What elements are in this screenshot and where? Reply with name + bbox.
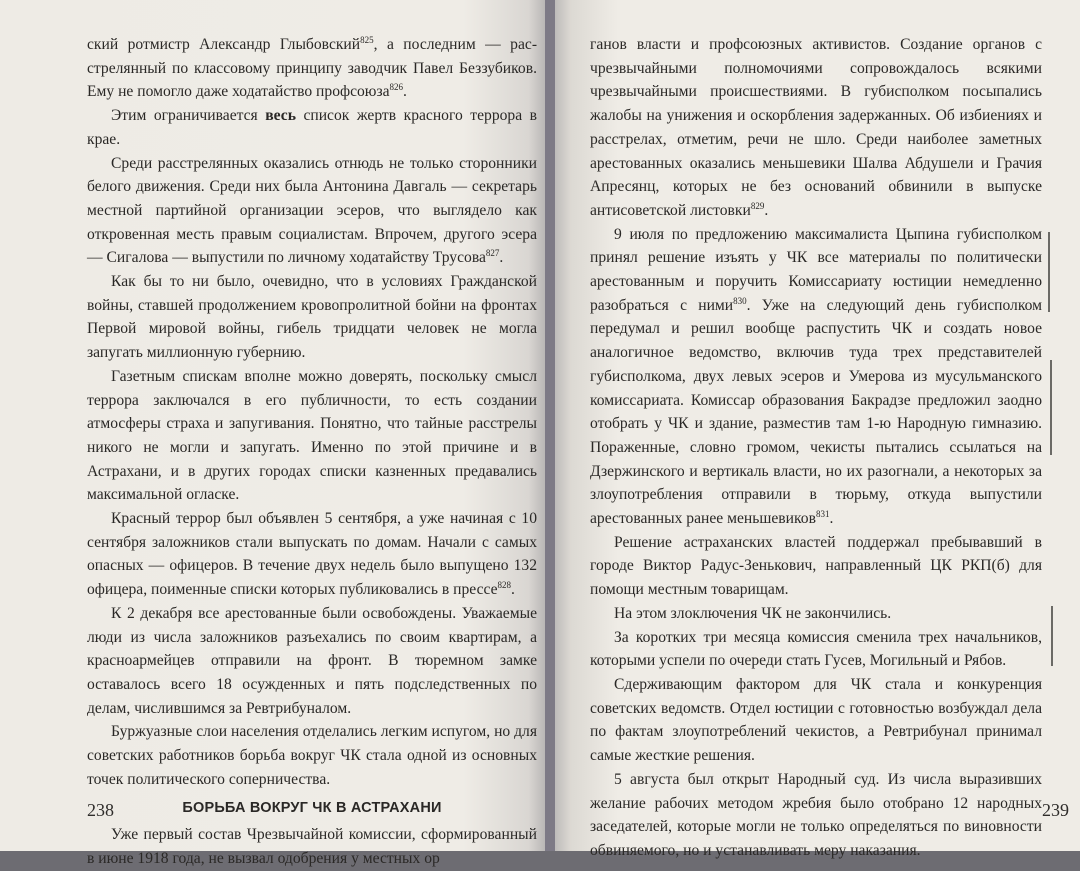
paragraph bbox=[590, 768, 1042, 863]
right-page-number: 239 bbox=[1042, 800, 1069, 820]
text-run: . bbox=[499, 249, 504, 267]
left-page-number: 238 bbox=[87, 800, 114, 820]
footnote-ref: 826 bbox=[389, 82, 404, 93]
paragraph bbox=[590, 673, 1042, 768]
text-run: ский ротмистр Александр Глыбовский bbox=[87, 36, 361, 53]
left-page-text bbox=[87, 33, 537, 871]
paragraph bbox=[590, 223, 1042, 531]
text-run: Решение астраханских властей поддержал пребывавший в городе Виктор Радус-Зенькович, направленный ЦК РКП(б) для помощи местным товарищам. bbox=[590, 533, 1042, 599]
footnote-ref: 831 bbox=[815, 508, 830, 519]
pencil-margin-mark bbox=[1051, 606, 1053, 666]
right-page bbox=[555, 0, 1080, 859]
text-run: 5 августа был открыт Народный суд. Из числа выразивших желание рабочих методом жребия было отобрано 12 народных заседателей, которые могли не только определяться по виновности обвиняемого, но и устанавливать меру наказания. bbox=[590, 770, 1042, 859]
text-run: Этим ограничивается bbox=[111, 107, 266, 125]
paragraph bbox=[87, 602, 537, 721]
paragraph bbox=[87, 33, 537, 104]
text-run: Сдерживающим фактором для ЧК стала и конкуренция советских ведомств. Отдел юстиции с готовностью возбуждал дела по фактам злоупотреблений чекистов, а Ревтрибунал принимал самые жесткие решения. bbox=[590, 675, 1042, 765]
footnote-ref: 829 bbox=[750, 200, 765, 211]
paragraph bbox=[87, 104, 537, 151]
paragraph bbox=[590, 626, 1042, 673]
text-run: Уже первый состав Чрезвычайной комиссии, сформированный в июне 1918 года, не вызвал одобрения у местных ор bbox=[87, 826, 537, 867]
text-run: Среди расстрелянных оказались отнюдь не только сторонники белого движения. Среди них была Антонина Давгаль — секретарь местной партийной организации эсеров, что выглядело как откровенная месть правым социалистам. Впрочем, другого эсера — Сигалова — выпустили по личному ходатайству Трусова bbox=[87, 154, 537, 267]
text-run: На этом злоключения ЧК не закончились. bbox=[614, 604, 892, 622]
text-run: Буржуазные слои населения отделались легким испугом, но для советских работников борьба вокруг ЧК стала одной из основных точек политического соперничества. bbox=[87, 723, 538, 788]
text-run: Как бы то ни было, очевидно, что в условиях Гражданской войны, ставшей продолжением кровопролитной бойни на фронтах Первой мировой войны, гибель тридцати человек не могла запугать миллионную губернию. bbox=[87, 273, 537, 362]
heading-text: БОРЬБА ВОКРУГ ЧК В АСТРАХАНИ bbox=[182, 799, 442, 816]
pencil-margin-mark bbox=[1050, 360, 1052, 455]
paragraph bbox=[87, 365, 537, 507]
text-run: . bbox=[403, 83, 407, 101]
bold-text: весь bbox=[265, 107, 296, 125]
book-gutter bbox=[545, 0, 555, 851]
text-run: Красный террор был объявлен 5 сентября, а уже начиная с 10 сентября заложников стали выпускать по домам. Начали с самых опасных — офицеров. В течение двух недель было выпущено 132 офицера, поименные списки которых публиковались в прессе bbox=[87, 510, 537, 599]
text-run: Газетным спискам вполне можно доверять, поскольку смысл террора заключался в его публичности, то есть создании атмосферы страха и запугивания. Понятно, что тайные расстрелы никого не могли и запугать. Именно по этой причине и в Астрахани, и в других городах списки казненных предавались максимальной огласке. bbox=[87, 367, 537, 504]
paragraph bbox=[87, 720, 537, 791]
text-run: 9 июля по предложению максималиста Цыпина губисполком принял решение изъять у ЧК все материалы по политически арестованным и поручить Комиссариату юстиции немедленно разобраться с ними bbox=[590, 225, 1042, 314]
paragraph bbox=[590, 531, 1042, 602]
paragraph bbox=[87, 152, 537, 271]
footnote-ref: 830 bbox=[733, 295, 747, 306]
section-heading bbox=[87, 797, 537, 821]
paragraph bbox=[87, 270, 537, 365]
paragraph bbox=[590, 602, 1042, 626]
footnote-ref: 825 bbox=[360, 34, 374, 45]
footnote-ref: 828 bbox=[497, 579, 512, 590]
text-run: . bbox=[829, 510, 834, 528]
text-run: . Уже на следующий день губисполком передумал и решил вообще распустить ЧК и создать новое аналогичное ведомство, включив туда трех представителей губисполкома, двух левых эсеров и Умерова из мусульманского комиссариата. Комиссар образования Бакрадзе предложил заодно отобрать у ЧК и здание, разместив там 1-ю Народную гимназию. Пораженные, словно громом, чекисты пытались ссылаться на Дзержинского и вертикаль власти, но их разогнали, а некоторых за злоупотребления отправили в тюрьму, откуда выпустили арестованных ранее меньшевиков bbox=[590, 296, 1042, 528]
paragraph bbox=[87, 823, 537, 870]
paragraph bbox=[590, 33, 1042, 223]
footnote-ref: 827 bbox=[485, 248, 500, 259]
pencil-margin-mark bbox=[1048, 232, 1050, 312]
text-run: . bbox=[764, 201, 769, 219]
text-run: За коротких три месяца комиссия сменила трех начальников, которыми успели по очереди стать Гусев, Могильный и Рябов. bbox=[590, 628, 1042, 670]
text-run: К 2 декабря все арестованные были освобождены. Уважаемые люди из числа заложников разъехались по своим квартирам, а красноармейцев отправили на фронт. В тюремном замке оставалось всего 18 осужденных и пять подследственных по делам, числившимся за Ревтрибуналом. bbox=[87, 604, 537, 717]
text-run: ганов власти и профсоюзных активистов. Создание органов с чрезвычайными полномочиями сопровождалось всякими чрезвычайными происшествиями. В губисполком посыпались жалобы на унижения и оскорбления задержанных. Об избиениях и расстрелах, отметим, речи не шло. Среди наиболее заметных арестованных оказались меньшевики Шалва Абдушели и Грачия Апресянц, которых не без оснований обвинили в выпуске антисоветской листовки bbox=[590, 36, 1042, 219]
text-run: , а последним — расстрелянный по классовому принципу заводчик Павел Беззубиков. Ему не помогло даже ходатайство профсоюза bbox=[87, 36, 538, 101]
text-run: список жертв красного террора в крае. bbox=[87, 107, 537, 148]
text-run: . bbox=[511, 581, 515, 599]
right-page-text bbox=[590, 33, 1042, 863]
paragraph bbox=[87, 507, 537, 602]
